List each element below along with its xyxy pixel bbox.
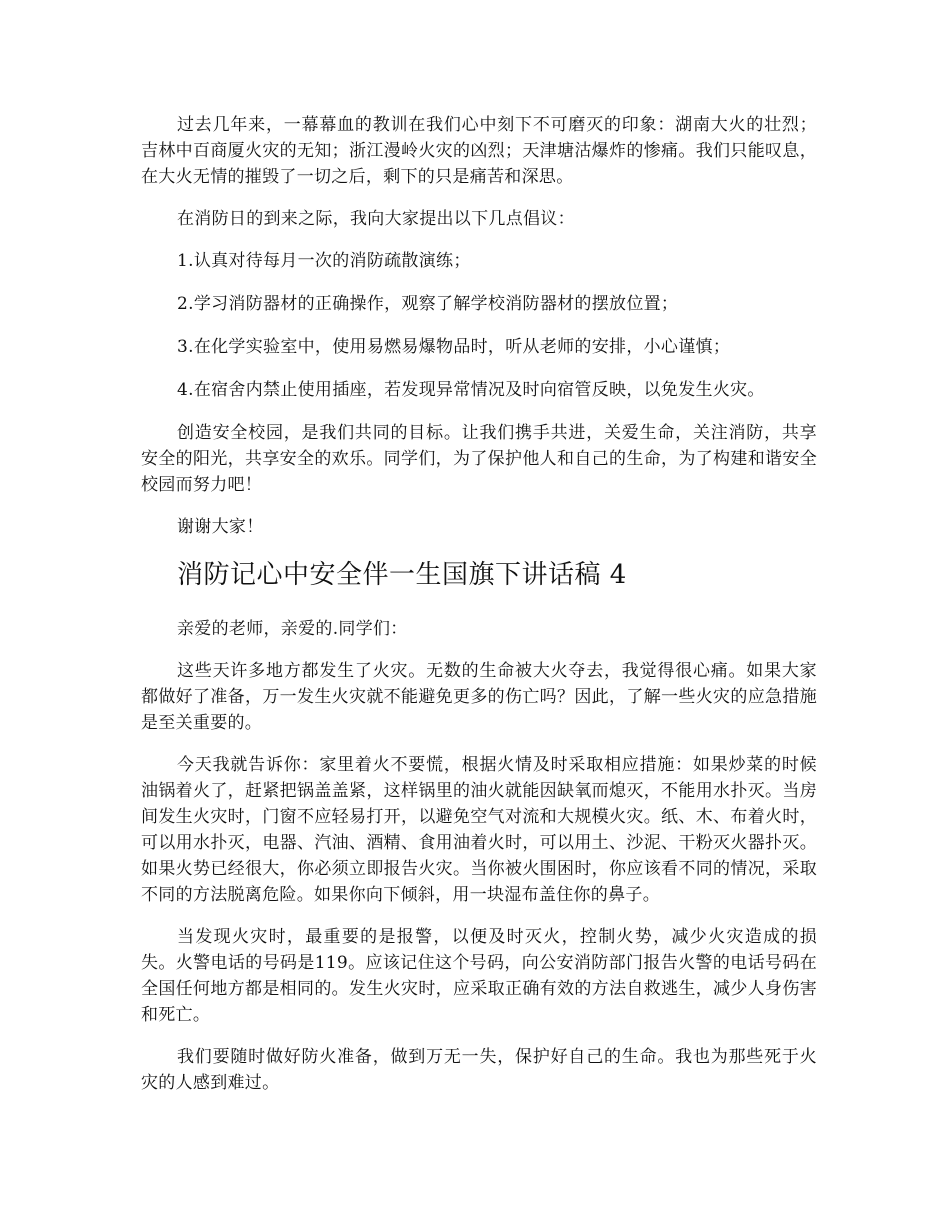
- paragraph-safe-campus: 创造安全校园，是我们共同的目标。让我们携手共进，关爱生命，关注消防，共享安全的阳光，共享安全的欢乐。同学们，为了保护他人和自己的生命，为了构建和谐安全校园而努力吧！: [141, 423, 817, 495]
- proposal-item-3: 3.在化学实验室中，使用易燃易爆物品时，听从老师的安排，小心谨慎；: [177, 337, 731, 357]
- paragraph-prevention: 我们要随时做好防火准备，做到万无一失，保护好自己的生命。我也为那些死于火灾的人感到难过。: [141, 1047, 817, 1093]
- paragraph-emergency-measures: 今天我就告诉你：家里着火不要慌，根据火情及时采取相应措施：如果炒菜的时候油锅着火了，赶紧把锅盖盖紧，这样锅里的油火就能因缺氧而熄灭，不能用水扑灭。当房间发生火灾时，门窗不应轻易打开，以避免空气对流和大规模火灾。纸、木、布着火时，可以用水扑灭，电器、汽油、酒精、食用油着火时，可以用土、沙泥、干粉灭火器扑灭。如果火势已经很大，你必须立即报告火灾。当你被火围困时，你应该看不同的情况，采取不同的方法脱离危险。如果你向下倾斜，用一块湿布盖住你的鼻子。: [141, 755, 817, 905]
- section-heading: 消防记心中安全伴一生国旗下讲话稿 4: [177, 560, 627, 590]
- paragraph-proposal-intro: 在消防日的到来之际，我向大家提出以下几点倡议：: [177, 209, 575, 229]
- paragraph-call-119: 当发现火灾时，最重要的是报警，以便及时灭火，控制火势，减少火灾造成的损失。火警电话的号码是119。应该记住这个号码，向公安消防部门报告火警的电话号码在全国任何地方都是相同的。发生火灾时，应采取正确有效的方法自救逃生，减少人身伤害和死亡。: [141, 927, 817, 1025]
- paragraph-fires-recent: 这些天许多地方都发生了火灾。无数的生命被大火夺去，我觉得很心痛。如果大家都做好了准备，万一发生火灾就不能避免更多的伤亡吗？因此，了解一些火灾的应急措施是至关重要的。: [141, 661, 817, 733]
- proposal-item-2: 2.学习消防器材的正确操作，观察了解学校消防器材的摆放位置；: [177, 294, 679, 314]
- paragraph-greeting: 亲爱的老师，亲爱的.同学们：: [177, 619, 408, 639]
- proposal-item-1: 1.认真对待每月一次的消防疏散演练；: [177, 251, 471, 271]
- proposal-item-4: 4.在宿舍内禁止使用插座，若发现异常情况及时向宿管反映，以免发生火灾。: [177, 380, 765, 400]
- paragraph-fire-lessons: 过去几年来，一幕幕血的教训在我们心中刻下不可磨灭的印象：湖南大火的壮烈；吉林中百商厦火灾的无知；浙江漫岭火灾的凶烈；天津塘沽爆炸的惨痛。我们只能叹息，在大火无情的摧毁了一切之后，剩下的只是痛苦和深思。: [141, 115, 817, 187]
- document-page: [141, 112, 817, 1112]
- paragraph-thanks: 谢谢大家！: [177, 517, 264, 537]
